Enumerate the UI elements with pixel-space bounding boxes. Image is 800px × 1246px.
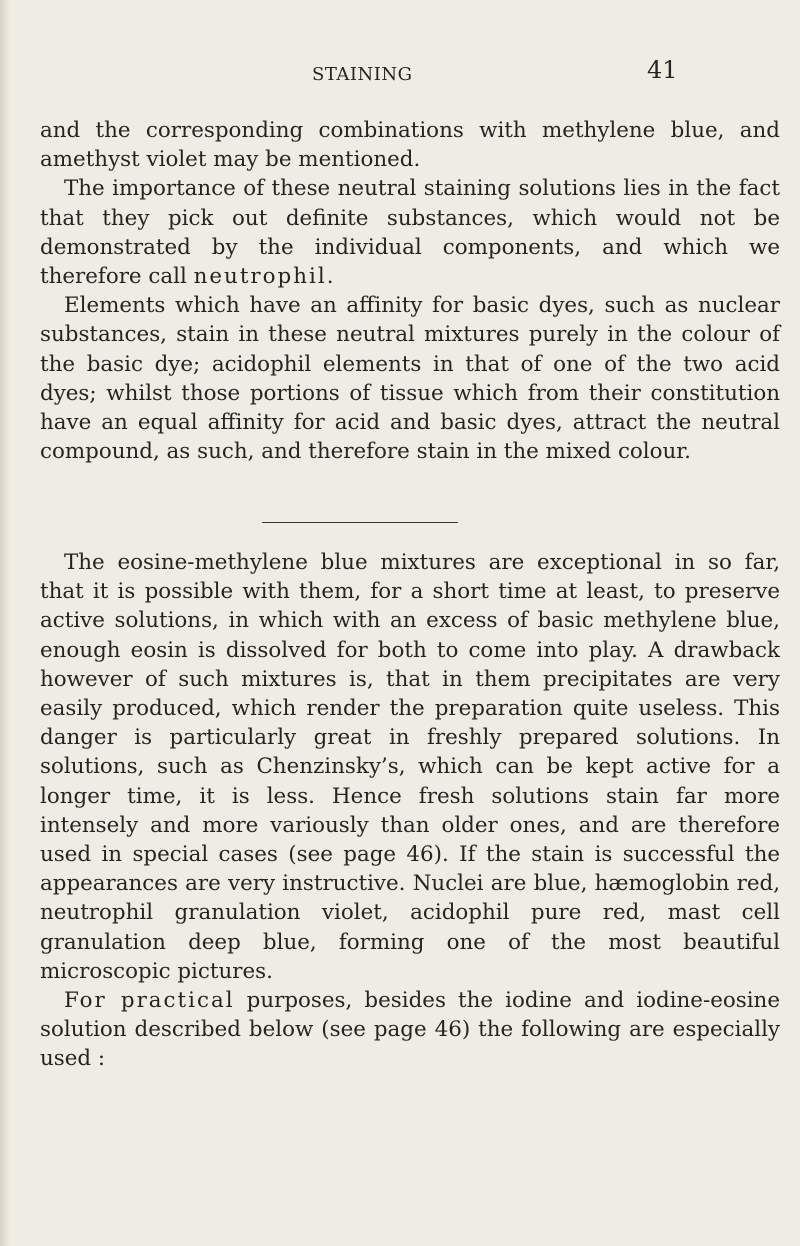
term-neutrophil: neutrophil bbox=[193, 264, 327, 290]
term-for-practical: For practical bbox=[64, 988, 235, 1014]
page-number: 41 bbox=[647, 56, 678, 84]
section-divider bbox=[262, 522, 458, 523]
paragraph-neutral-solutions bbox=[40, 174, 780, 291]
paragraph-text: The importance of these neutral staining solutions lies in the fact that they pick out definite substances, which would not be demonstrated by the individual components, and which we therefore call bbox=[40, 176, 780, 290]
body-section-1 bbox=[40, 116, 780, 466]
page-header bbox=[0, 52, 800, 92]
body-section-2 bbox=[40, 548, 780, 1074]
running-head: STAINING bbox=[312, 64, 413, 85]
paragraph-end: . bbox=[326, 264, 334, 290]
paragraph-elements-affinity: Elements which have an affinity for basic dyes, such as nuclear substances, stain in these neutral mixtures purely in the colour of the basic dye; acidophil elements in that of one of the two acid dyes; whilst those portions of tissue which from their constitution have an equal affinity for acid and basic dyes, attract the neutral compound, as such, and therefore stain in the mixed colour. bbox=[40, 293, 780, 465]
paragraph-continuation: and the corresponding combinations with methylene blue, and amethyst violet may be mentioned. bbox=[40, 118, 780, 173]
page-edge-shadow bbox=[0, 0, 10, 1246]
paragraph-eosine-methylene: The eosine-methylene blue mixtures are exceptional in so far, that it is possible with them, for a short time at least, to preserve active solutions, in which with an excess of basic methylene blue, enough eosin is dissolved for both to come into play. A drawback however of such mixtures is, that in them precipitates are very easily produced, which render the preparation quite useless. This danger is particularly great in freshly prepared solutions. In solutions, such as Chenzinsky’s, which can be kept active for a longer time, it is less. Hence fresh solutions stain far more intensely and more variously than older ones, and are therefore used in special cases (see page 46). If the stain is successful the appearances are very instructive. Nuclei are blue, hæmoglobin red, neutrophil granulation violet, acidophil pure red, mast cell granulation deep blue, forming one of the most beautiful microscopic pictures. bbox=[40, 550, 780, 984]
paragraph-text: purposes, besides the iodine and iodine-eosine solution described below (see page 46) the following are especially used : bbox=[40, 988, 780, 1072]
paragraph-practical-purposes bbox=[40, 986, 780, 1074]
